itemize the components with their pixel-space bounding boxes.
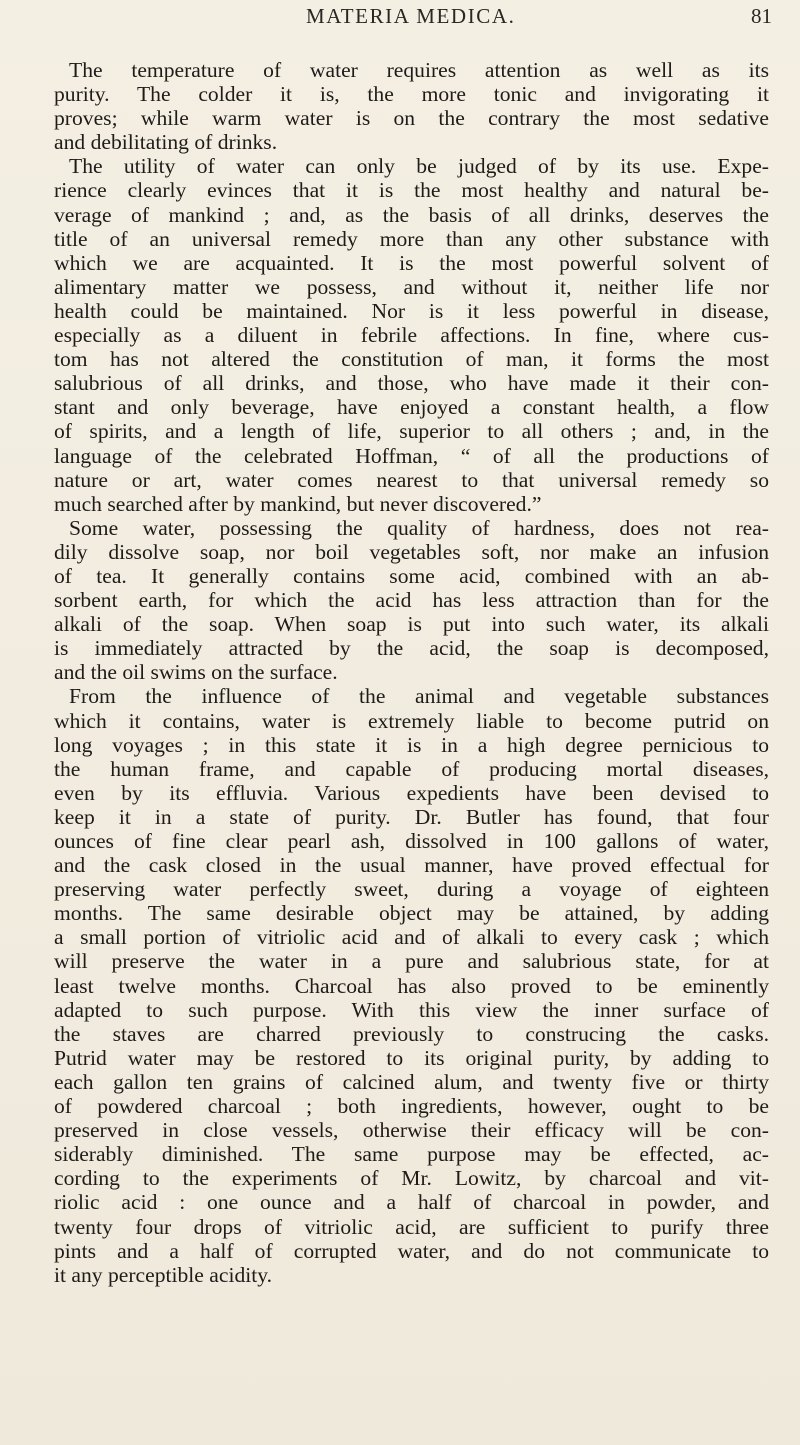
text-line: pints and a half of corrupted water, and do not communicate to	[54, 1238, 769, 1263]
paragraph	[54, 684, 769, 1286]
text-line: tom has not altered the constitution of man, it forms the most	[54, 347, 769, 372]
text-line: least twelve months. Charcoal has also proved to be eminently	[54, 973, 769, 998]
text-line: siderably diminished. The same purpose may be effected, ac-	[54, 1142, 769, 1167]
text-line: months. The same desirable object may be attained, by adding	[54, 901, 769, 926]
text-line: verage of mankind ; and, as the basis of all drinks, deserves the	[54, 202, 769, 227]
text-line: cording to the experiments of Mr. Lowitz, by charcoal and vit-	[54, 1166, 769, 1191]
text-line: especially as a diluent in febrile affections. In fine, where cus-	[54, 323, 769, 348]
text-line: which it contains, water is extremely liable to become putrid on	[54, 708, 769, 733]
text-line: alimentary matter we possess, and without it, neither life nor	[54, 274, 769, 299]
text-line: Some water, possessing the quality of hardness, does not rea-	[69, 515, 769, 540]
text-line: it any perceptible acidity.	[54, 1262, 273, 1287]
text-line: title of an universal remedy more than any other substance with	[54, 226, 769, 251]
paragraph	[54, 154, 769, 515]
text-line: Putrid water may be restored to its original purity, by adding to	[54, 1045, 769, 1070]
text-line: even by its effluvia. Various expedients have been devised to	[54, 780, 769, 805]
paragraph	[54, 516, 769, 685]
text-line: health could be maintained. Nor is it less powerful in disease,	[54, 298, 769, 323]
text-line: alkali of the soap. When soap is put into such water, its alkali	[54, 612, 769, 637]
running-head	[0, 4, 800, 44]
text-line: proves; while warm water is on the contrary the most sedative	[54, 106, 769, 131]
text-line: dily dissolve soap, nor boil vegetables soft, nor make an infusion	[54, 539, 769, 564]
text-line: the staves are charred previously to construcing the casks.	[54, 1021, 769, 1046]
text-line: The utility of water can only be judged of by its use. Expe-	[69, 154, 769, 179]
text-line: adapted to such purpose. With this view the inner surface of	[54, 997, 769, 1022]
text-line: will preserve the water in a pure and salubrious state, for at	[54, 949, 769, 974]
text-line: From the influence of the animal and vegetable substances	[69, 684, 769, 709]
text-line: twenty four drops of vitriolic acid, are sufficient to purify three	[54, 1214, 769, 1239]
body-text	[54, 58, 769, 1287]
text-line: rience clearly evinces that it is the most healthy and natural be-	[54, 178, 769, 203]
text-line: the human frame, and capable of producing mortal diseases,	[54, 756, 769, 781]
text-line: each gallon ten grains of calcined alum, and twenty five or thirty	[54, 1069, 769, 1094]
text-line: and the oil swims on the surface.	[54, 660, 338, 685]
text-line: ounces of fine clear pearl ash, dissolved in 100 gallons of water,	[54, 829, 769, 853]
text-line: nature or art, water comes nearest to that universal remedy so	[54, 467, 769, 492]
page-number: 81	[751, 4, 772, 28]
text-line: salubrious of all drinks, and those, who have made it their con-	[54, 371, 769, 396]
running-title: MATERIA MEDICA.	[306, 4, 516, 28]
text-line: is immediately attracted by the acid, the soap is decomposed,	[54, 636, 769, 661]
text-line: which we are acquainted. It is the most powerful solvent of	[54, 250, 769, 275]
text-line: long voyages ; in this state it is in a high degree pernicious to	[54, 732, 769, 757]
text-line: of powdered charcoal ; both ingredients, however, ought to be	[54, 1094, 769, 1119]
text-line: preserving water perfectly sweet, during a voyage of eighteen	[54, 877, 769, 902]
text-line: of spirits, and a length of life, superior to all others ; and, in the	[54, 419, 769, 444]
text-line: language of the celebrated Hoffman, “ of all the productions of	[54, 443, 769, 468]
text-line: purity. The colder it is, the more tonic and invigorating it	[54, 82, 769, 107]
text-line: a small portion of vitriolic acid and of alkali to every cask ; which	[54, 925, 769, 950]
text-line: The temperature of water requires attention as well as its	[69, 58, 769, 82]
text-line: riolic acid : one ounce and a half of charcoal in powder, and	[54, 1190, 769, 1215]
text-line: stant and only beverage, have enjoyed a constant health, a flow	[54, 395, 769, 420]
text-line: of tea. It generally contains some acid, combined with an ab-	[54, 563, 769, 588]
text-line: much searched after by mankind, but never discovered.”	[54, 491, 542, 516]
text-line: keep it in a state of purity. Dr. Butler has found, that four	[54, 804, 769, 829]
text-line: and the cask closed in the usual manner, have proved effectual for	[54, 853, 769, 878]
paragraph	[54, 58, 769, 154]
text-line: preserved in close vessels, otherwise their efficacy will be con-	[54, 1118, 769, 1143]
text-line: sorbent earth, for which the acid has less attraction than for the	[54, 588, 769, 613]
text-line: and debilitating of drinks.	[54, 130, 278, 155]
